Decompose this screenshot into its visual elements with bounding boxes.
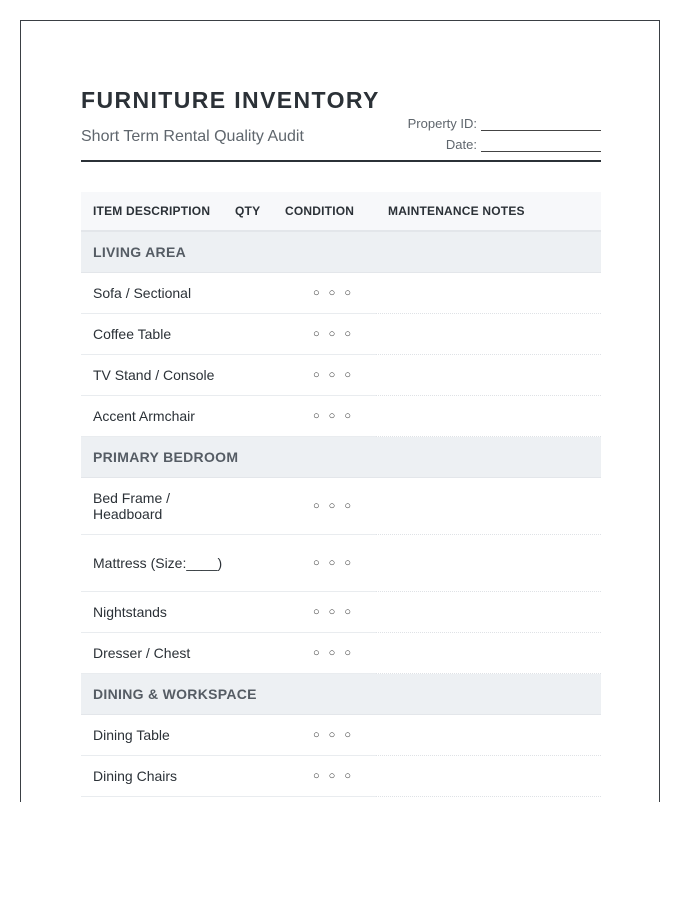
item-description: Dining Table xyxy=(81,715,235,756)
condition-radio-marks[interactable]: ○ ○ ○ xyxy=(312,770,355,782)
table-header-row xyxy=(81,192,601,231)
condition-radio-marks[interactable]: ○ ○ ○ xyxy=(312,410,355,422)
notes-cell[interactable] xyxy=(376,314,601,355)
notes-cell[interactable] xyxy=(376,355,601,396)
notes-cell[interactable] xyxy=(376,273,601,314)
condition-cell[interactable] xyxy=(285,396,376,437)
section-title-dining-workspace: DINING & WORKSPACE xyxy=(81,674,601,715)
notes-cell[interactable] xyxy=(376,592,601,633)
column-header-qty: QTY xyxy=(235,192,285,231)
condition-cell[interactable] xyxy=(285,535,376,592)
condition-radio-marks[interactable]: ○ ○ ○ xyxy=(312,606,355,618)
condition-radio-marks[interactable]: ○ ○ ○ xyxy=(312,287,355,299)
condition-cell[interactable] xyxy=(285,715,376,756)
item-description: Nightstands xyxy=(81,592,235,633)
inventory-table xyxy=(81,192,601,797)
condition-radio-marks[interactable]: ○ ○ ○ xyxy=(312,729,355,741)
condition-cell[interactable] xyxy=(285,478,376,535)
notes-cell[interactable] xyxy=(376,715,601,756)
qty-cell[interactable] xyxy=(235,715,285,756)
notes-cell[interactable] xyxy=(376,535,601,592)
table-row xyxy=(81,314,601,355)
condition-cell[interactable] xyxy=(285,314,376,355)
document-subtitle: Short Term Rental Quality Audit xyxy=(81,128,304,145)
qty-cell[interactable] xyxy=(235,756,285,797)
condition-cell[interactable] xyxy=(285,355,376,396)
document-title: FURNITURE INVENTORY xyxy=(81,87,380,113)
date-label: Date: xyxy=(445,137,477,152)
table-row xyxy=(81,535,601,592)
qty-cell[interactable] xyxy=(235,273,285,314)
section-row xyxy=(81,231,601,273)
qty-cell[interactable] xyxy=(235,396,285,437)
section-row xyxy=(81,437,601,478)
document-page xyxy=(20,20,660,802)
item-description: Dining Chairs xyxy=(81,756,235,797)
item-description: Accent Armchair xyxy=(81,396,235,437)
header-divider xyxy=(81,160,601,162)
table-row xyxy=(81,478,601,535)
table-row xyxy=(81,715,601,756)
condition-radio-marks[interactable]: ○ ○ ○ xyxy=(312,647,355,659)
condition-radio-marks[interactable]: ○ ○ ○ xyxy=(312,328,355,340)
date-line[interactable] xyxy=(481,137,601,152)
property-id-line[interactable] xyxy=(481,116,601,131)
notes-cell[interactable] xyxy=(376,396,601,437)
item-description: Sofa / Sectional xyxy=(81,273,235,314)
item-description: TV Stand / Console xyxy=(81,355,235,396)
notes-cell[interactable] xyxy=(376,478,601,535)
column-header-item-description: ITEM DESCRIPTION xyxy=(81,192,235,231)
table-row xyxy=(81,756,601,797)
qty-cell[interactable] xyxy=(235,633,285,674)
qty-cell[interactable] xyxy=(235,355,285,396)
property-id-label: Property ID: xyxy=(407,116,477,131)
qty-cell[interactable] xyxy=(235,314,285,355)
condition-cell[interactable] xyxy=(285,592,376,633)
section-title-living-area: LIVING AREA xyxy=(81,231,601,273)
header-fields xyxy=(361,110,601,152)
table-row xyxy=(81,396,601,437)
section-title-primary-bedroom: PRIMARY BEDROOM xyxy=(81,437,601,478)
item-description: Coffee Table xyxy=(81,314,235,355)
table-row xyxy=(81,273,601,314)
notes-cell[interactable] xyxy=(376,633,601,674)
table-row xyxy=(81,592,601,633)
column-header-condition: CONDITION xyxy=(285,192,376,231)
condition-cell[interactable] xyxy=(285,273,376,314)
condition-cell[interactable] xyxy=(285,756,376,797)
qty-cell[interactable] xyxy=(235,535,285,592)
condition-cell[interactable] xyxy=(285,633,376,674)
column-header-maintenance-notes: MAINTENANCE NOTES xyxy=(376,192,601,231)
property-id-row xyxy=(361,110,601,131)
condition-radio-marks[interactable]: ○ ○ ○ xyxy=(312,369,355,381)
condition-radio-marks[interactable]: ○ ○ ○ xyxy=(312,557,355,569)
item-description: Bed Frame / Headboard xyxy=(81,478,235,535)
condition-radio-marks[interactable]: ○ ○ ○ xyxy=(312,500,355,512)
table-row xyxy=(81,633,601,674)
date-row xyxy=(361,131,601,152)
notes-cell[interactable] xyxy=(376,756,601,797)
section-row xyxy=(81,674,601,715)
table-row xyxy=(81,355,601,396)
item-description: Dresser / Chest xyxy=(81,633,235,674)
item-description: Mattress (Size:____) xyxy=(81,535,235,592)
qty-cell[interactable] xyxy=(235,478,285,535)
qty-cell[interactable] xyxy=(235,592,285,633)
